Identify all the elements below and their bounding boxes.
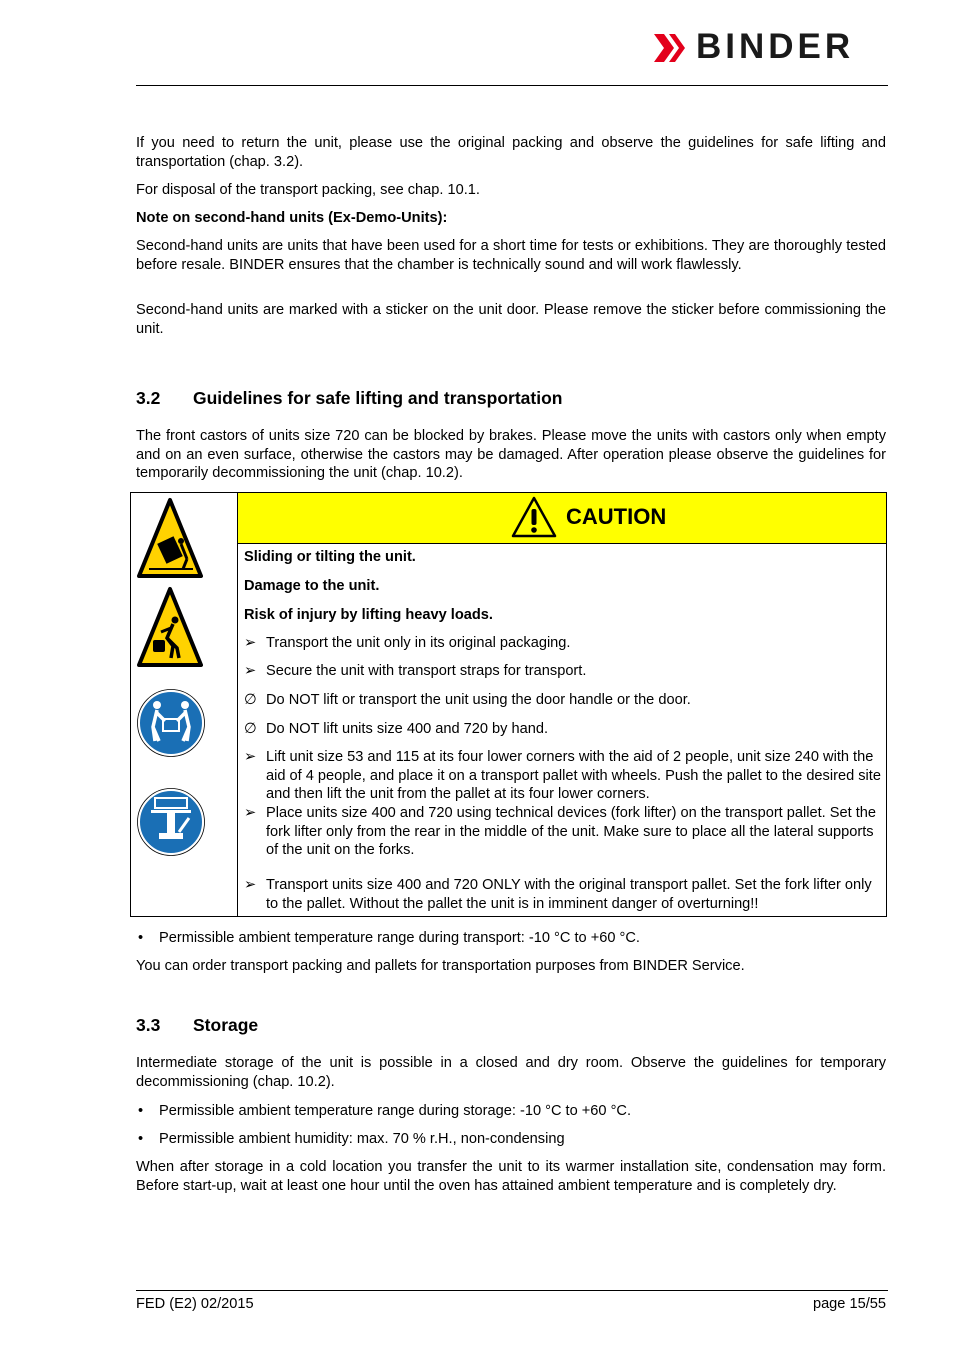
prohibition-marker: ∅ <box>244 721 257 737</box>
hazard-line-2: Damage to the unit. <box>244 578 380 594</box>
instruction-text: Transport units size 400 and 720 ONLY with the original transport pallet. Set the fork lifter only to the pallet. Without the pallet the unit is in imminent danger of overturning!! <box>266 877 872 912</box>
instruction-marker: ➢ <box>244 805 257 821</box>
instruction-marker: ➢ <box>244 749 257 765</box>
column-divider <box>237 493 238 916</box>
bullet-text: Permissible ambient humidity: max. 70 % r.H., non-condensing <box>159 1131 565 1147</box>
binder-logo-mark-icon <box>654 32 690 66</box>
caution-signal-word: CAUTION <box>566 504 667 529</box>
fork-lifter-icon <box>137 776 205 868</box>
prohibition-text: Do NOT lift or transport the unit using the door handle or the door. <box>266 692 691 708</box>
document-id: FED (E2) 02/2015 <box>136 1296 254 1312</box>
caution-header <box>238 493 886 544</box>
logo-text: BINDER <box>696 27 855 66</box>
hazard-line-1: Sliding or tilting the unit. <box>244 549 416 565</box>
caution-box <box>130 492 887 917</box>
instruction-text: Place units size 400 and 720 using technical devices (fork lifter) on the transport pallet. Set the fork lifter only from the rear in the middle of the unit. Make sure to place all the lateral supports of the unit on the forks. <box>266 805 877 858</box>
note-heading: Note on second-hand units (Ex-Demo-Units): <box>136 210 448 226</box>
section-title: Guidelines for safe lifting and transportation <box>193 388 563 408</box>
hazard-line-3: Risk of injury by lifting heavy loads. <box>244 607 493 623</box>
instruction-text: Transport the unit only in its original packaging. <box>266 635 571 651</box>
instruction-marker: ➢ <box>244 663 257 679</box>
bullet-text: Permissible ambient temperature range during storage: -10 °C to +60 °C. <box>159 1103 632 1119</box>
condensation-paragraph: When after storage in a cold location you transfer the unit to its warmer installation site, condensation may form. Before start-up, wait at least one hour until the oven has attained ambient temperature and is completely dry. <box>136 1159 886 1194</box>
section-3-2-paragraph: The front castors of units size 720 can be blocked by brakes. Please move the units with castors only when empty and on an even surface, otherwise the castors may be damaged. After operation please observe the guidelines for temporarily decommissioning the unit (chap. 10.2). <box>136 428 886 481</box>
section-title: Storage <box>193 1015 259 1035</box>
instruction-text: Lift unit size 53 and 115 at its four lower corners with the aid of 2 people, unit size 240 with the aid of 4 people, and place it on a transport pallet with wheels. Push the pallet to the desired site and then lift the unit from the pallet at its four lower corners. <box>266 749 881 802</box>
tilting-hazard-icon <box>137 497 203 579</box>
section-3-2-heading <box>136 387 562 409</box>
intro-paragraph-2: For disposal of the transport packing, see chap. 10.1. <box>136 182 480 198</box>
instruction-marker: ➢ <box>244 877 257 893</box>
prohibition-text: Do NOT lift units size 400 and 720 by hand. <box>266 721 549 737</box>
warning-triangle-icon <box>510 495 558 539</box>
two-person-lift-icon <box>137 677 205 769</box>
prohibition-marker: ∅ <box>244 692 257 708</box>
bullet-text: Permissible ambient temperature range during transport: -10 °C to +60 °C. <box>159 930 640 946</box>
service-paragraph: You can order transport packing and pallets for transportation purposes from BINDER Service. <box>136 958 745 974</box>
intro-paragraph-1: If you need to return the unit, please use the original packing and observe the guidelines for safe lifting and transportation (chap. 3.2). <box>136 135 886 170</box>
section-number: 3.2 <box>136 388 161 408</box>
instruction-marker: ➢ <box>244 635 257 651</box>
page-number: page 15/55 <box>812 1296 886 1312</box>
instruction-text: Secure the unit with transport straps for transport. <box>266 663 587 679</box>
heavy-load-hazard-icon <box>137 586 203 668</box>
section-3-3-heading <box>136 1014 258 1036</box>
intro-paragraph-4: Second-hand units are marked with a sticker on the unit door. Please remove the sticker before commissioning the unit. <box>136 302 886 337</box>
footer-rule <box>136 1290 888 1291</box>
header-rule <box>136 85 888 86</box>
binder-logo <box>654 27 888 66</box>
storage-paragraph: Intermediate storage of the unit is possible in a closed and dry room. Observe the guidelines for temporary decommissioning (chap. 10.2). <box>136 1055 886 1090</box>
intro-paragraph-3: Second-hand units are units that have been used for a short time for tests or exhibitions. They are thoroughly tested before resale. BINDER ensures that the chamber is technically sound and will work flawlessly. <box>136 238 886 273</box>
section-number: 3.3 <box>136 1015 161 1035</box>
